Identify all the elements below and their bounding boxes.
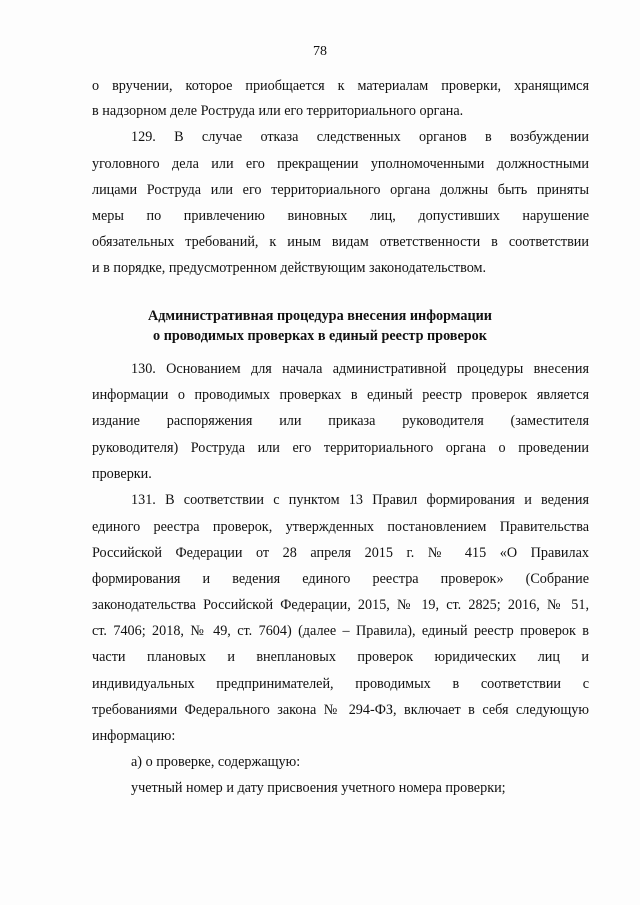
paragraph-line: формирования и ведения единого реестра проверок» (Собрание [92, 571, 589, 587]
paragraph-line: руководителя) Роструда или его территориального органа о проведении [92, 440, 589, 456]
paragraph-line: в надзорном деле Роструда или его территориального органа. [92, 103, 464, 119]
page-number: 78 [313, 44, 327, 59]
paragraph-line: а) о проверке, содержащую: [131, 754, 301, 770]
paragraph-line: обязательных требований, к иным видам ответственности в соответствии [92, 234, 589, 250]
paragraph-line: лицами Роструда или его территориального органа должны быть приняты [92, 182, 589, 198]
paragraph-line: требованиями Федерального закона № 294-ФЗ, включает в себя следующую [92, 702, 589, 718]
paragraph-line: информации о проводимых проверках в единый реестр проверок является [92, 387, 589, 403]
paragraph-line: меры по привлечению виновных лиц, допустивших нарушение [92, 208, 589, 224]
paragraph-line: информацию: [92, 728, 176, 744]
paragraph-line: 129. В случае отказа следственных органов в возбуждении [131, 129, 589, 145]
paragraph-line: уголовного дела или его прекращении уполномоченными должностными [92, 156, 589, 172]
paragraph-line: индивидуальных предпринимателей, проводимых в соответствии с [92, 676, 589, 692]
paragraph-line: о вручении, которое приобщается к материалам проверки, хранящимся [92, 78, 589, 94]
paragraph-line: учетный номер и дату присвоения учетного номера проверки; [131, 780, 506, 796]
paragraph-line: проверки. [92, 466, 152, 482]
paragraph-line: части плановых и внеплановых проверок юридических лиц и [92, 649, 589, 665]
paragraph-line: Российской Федерации от 28 апреля 2015 г. № 415 «О Правилах [92, 545, 589, 561]
paragraph-line: 130. Основанием для начала административной процедуры внесения [131, 361, 589, 377]
paragraph-line: 131. В соответствии с пунктом 13 Правил формирования и ведения [131, 492, 589, 508]
paragraph-line: ст. 7406; 2018, № 49, ст. 7604) (далее – Правила), единый реестр проверок в [92, 623, 589, 639]
paragraph-line: и в порядке, предусмотренном действующим законодательством. [92, 260, 487, 276]
section-heading-line: Административная процедура внесения информации [148, 308, 492, 324]
paragraph-line: издание распоряжения или приказа руководителя (заместителя [92, 413, 589, 429]
paragraph-line: законодательства Российской Федерации, 2015, № 19, ст. 2825; 2016, № 51, [92, 597, 589, 613]
paragraph-line: единого реестра проверок, утвержденных постановлением Правительства [92, 519, 589, 535]
section-heading-line: о проводимых проверках в единый реестр проверок [153, 328, 487, 344]
